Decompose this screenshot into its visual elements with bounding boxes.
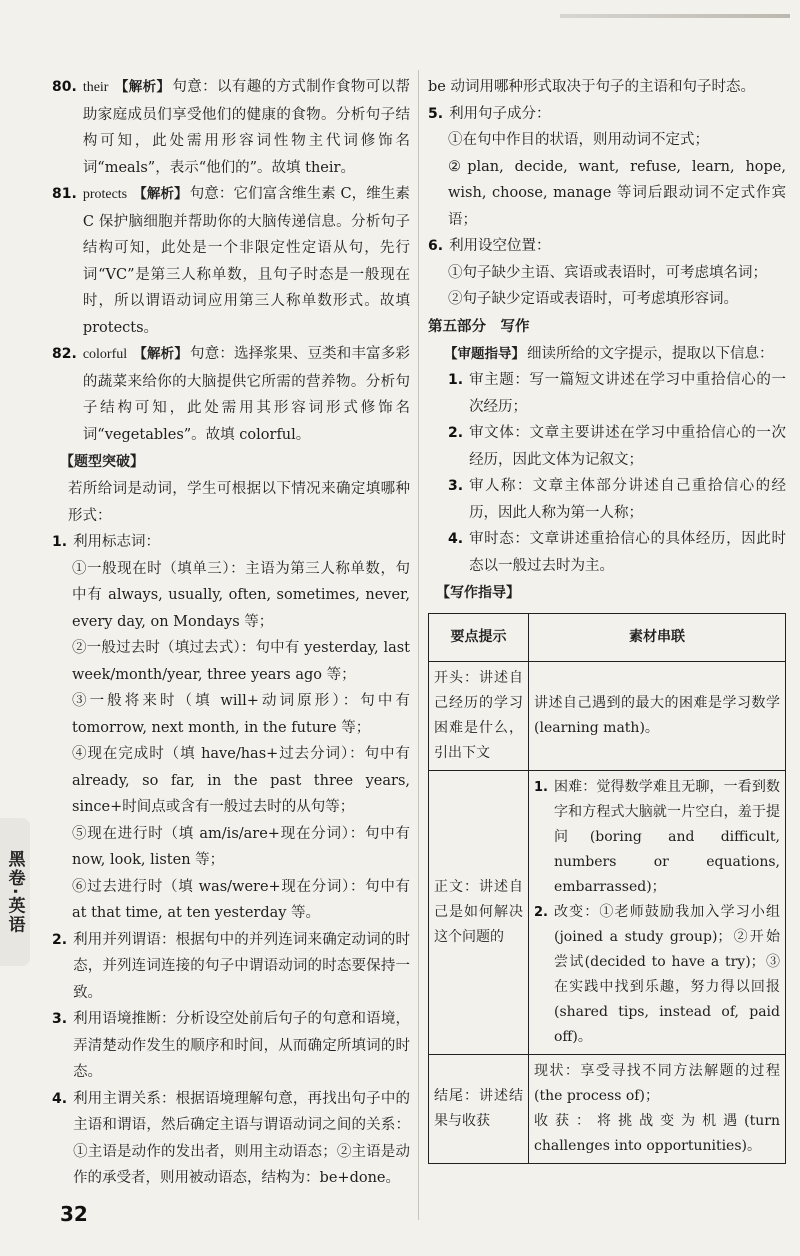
column-divider [418, 70, 419, 1220]
point-text: 利用并列谓语：根据句中的并列连词来确定动词的时态，并列连词连接的句子中谓语动词的时态要保持一致。 [73, 931, 410, 1001]
point-6-item: ①句子缺少主语、宾语或表语时，可考虑填名词； [448, 264, 767, 281]
material-text: 改变：①老师鼓励我加入学习小组(joined a study group)；②开始尝试(decided to have a try)；③在实践中找到乐趣，努力得以回报(shared tips, instead of, paid off)。 [553, 904, 780, 1045]
table-cell-key: 结尾：讲述结果与收获 [429, 1055, 529, 1164]
writing-guide-heading: 【写作指导】 [436, 585, 520, 601]
answer: colorful [82, 347, 128, 362]
answer: their [82, 80, 109, 95]
point-5-item: ①在句中作目的状语，则用动词不定式； [448, 132, 709, 148]
guide-list [428, 367, 786, 579]
question-82 [52, 341, 410, 448]
point-2 [52, 927, 410, 1007]
material-text: 困难：觉得数学难且无聊，一看到数字和方程式大脑就一片空白，羞于提问(boring and difficult, numbers or equations, embarrassed)； [553, 779, 780, 895]
table-cell-material: 讲述自己遇到的最大的困难是学习数学(learning math)。 [529, 662, 786, 771]
analysis-tag: 【解析】 [114, 79, 171, 95]
point-title: 利用标志词： [73, 534, 161, 550]
top-edge-bar [560, 14, 790, 18]
material-item [534, 775, 780, 900]
table-header-material: 素材串联 [529, 614, 786, 662]
point-number: 5. [428, 105, 444, 122]
table-row [429, 662, 786, 771]
side-tab [0, 818, 30, 966]
table-header-row [429, 614, 786, 662]
point-1-item: ④现在完成时（填 have/has+过去分词）：句中有 already, so far, in the past three years, since+时间点或含有一般过去时的从句等； [72, 746, 410, 815]
point-6 [428, 233, 786, 260]
table-cell-key: 开头：讲述自己经历的学习困难是什么，引出下文 [429, 662, 529, 771]
point-title: 利用设空位置： [449, 238, 551, 254]
point-5 [428, 101, 786, 128]
point-1-item: ⑤现在进行时（填 am/is/are+现在分词）：句中有 now, look, listen 等； [72, 825, 410, 868]
point-4 [52, 1086, 410, 1192]
writing-guide-table [428, 613, 786, 1164]
analysis-text: 句意：以有趣的方式制作食物可以帮助家庭成员们享受他们的健康的食物。分析句子结构可知，此处需用形容词性物主代词修饰名词“meals”，表示“他们的”。故填 their。 [82, 79, 411, 176]
point-text: 利用语境推断：分析设空处前后句子的句意和语境，弄清楚动作发生的顺序和时间，从而确定所填词的时态。 [73, 1011, 410, 1080]
guide-item [448, 526, 786, 579]
point-number: 1. [52, 534, 68, 550]
point-1-item: ⑥过去进行时（填 was/were+现在分词）：句中有 at that time, at ten yesterday 等。 [72, 878, 410, 921]
point-1-list [52, 556, 410, 927]
guide-number: 4. [448, 531, 464, 547]
point-6-list [428, 260, 786, 313]
material-line: 现状：享受寻找不同方法解题的过程(the process of)； [534, 1063, 780, 1104]
point-number: 6. [428, 238, 444, 254]
guide-intro: 细读所给的文字提示，提取以下信息： [527, 345, 774, 362]
point-3 [52, 1006, 410, 1086]
guide-intro-line [428, 341, 786, 368]
point-1-item: ①一般现在时（填单三）：主语为第三人称单数，句中有 always, usually, often, sometimes, never, every day, on Mondays 等； [72, 560, 410, 630]
material-number: 2. [534, 905, 548, 920]
question-body [83, 181, 410, 341]
page-number: 32 [60, 1202, 88, 1226]
material-item [534, 900, 780, 1050]
guide-text: 审主题：写一篇短文讲述在学习中重拾信心的一次经历； [469, 372, 786, 415]
guide-number: 3. [448, 478, 464, 494]
point-text: 利用主谓关系：根据语境理解句意，再找出句子中的主语和谓语，然后确定主语与谓语动词之间的关系：①主语是动作的发出者，则用主动语态；②主语是动作的承受者，则用被动语态，结构为：be+done。 [73, 1090, 410, 1186]
guide-text: 审时态：文章讲述重拾信心的具体经历，因此时态以一般过去时为主。 [469, 531, 786, 574]
guide-item [448, 473, 786, 526]
guide-number: 1. [448, 372, 464, 388]
guide-tag: 【审题指导】 [444, 345, 525, 362]
table-cell-material [529, 771, 786, 1055]
answer: protects [82, 187, 128, 202]
point-1 [52, 529, 410, 556]
question-number: 80. [52, 79, 77, 95]
material-number: 1. [534, 780, 548, 795]
part-five-title: 第五部分 写作 [428, 318, 530, 335]
analysis-text: 句意：选择浆果、豆类和丰富多彩的蔬菜来给你的大脑提供它所需的营养物。分析句子结构可知，此处需用其形容词形式修饰名词“vegetables”。故填 colorful。 [82, 346, 411, 443]
side-tab-label: 黑卷·英语 [4, 849, 25, 935]
question-81 [52, 181, 410, 341]
point-6-item: ②句子缺少定语或表语时，可考虑填形容词。 [448, 291, 738, 307]
point-4-continuation: be 动词用哪种形式取决于句子的主语和句子时态。 [428, 79, 755, 95]
question-number: 82. [52, 346, 77, 362]
point-number: 4. [52, 1090, 68, 1107]
question-80 [52, 74, 410, 181]
point-5-list [428, 127, 786, 233]
table-cell-material [529, 1055, 786, 1164]
point-1-item: ③一般将来时（填 will+动词原形）：句中有 tomorrow, next month, in the future 等； [72, 693, 410, 736]
question-body [83, 74, 410, 181]
question-number: 81. [52, 186, 77, 202]
table-row [429, 771, 786, 1055]
breakthrough-intro: 若所给词是动词，学生可根据以下情况来确定填哪种形式： [68, 481, 410, 524]
analysis-tag: 【解析】 [133, 186, 188, 202]
guide-item [448, 420, 786, 473]
material-line: 收获：将挑战变为机遇(turn challenges into opportunities)。 [534, 1113, 780, 1154]
question-body [83, 341, 410, 448]
table-header-key: 要点提示 [429, 614, 529, 662]
guide-item [448, 367, 786, 420]
point-number: 3. [52, 1011, 68, 1027]
point-5-item: ②plan, decide, want, refuse, learn, hope, wish, choose, manage 等词后跟动词不定式作宾语； [448, 158, 786, 228]
guide-text: 审人称：文章主体部分讲述自己重拾信心的经历，因此人称为第一人称； [469, 478, 786, 521]
table-cell-key: 正文：讲述自己是如何解决这个问题的 [429, 771, 529, 1055]
analysis-text: 句意：它们富含维生素 C，维生素 C 保护脑细胞并帮助你的大脑传递信息。分析句子结构可知，此处是一个非限定性定语从句，先行词“VC”是第三人称单数，且句子时态是一般现在时，所以谓语动词应用第三人称单数形式。故填 protects。 [82, 186, 411, 336]
point-title: 利用句子成分： [449, 105, 551, 122]
table-row [429, 1055, 786, 1164]
right-column [428, 74, 786, 1164]
guide-text: 审文体：文章主要讲述在学习中重拾信心的一次经历，因此文体为记叙文； [469, 425, 786, 468]
point-1-item: ②一般过去时（填过去式）：句中有 yesterday, last week/month/year, three years ago 等； [72, 640, 410, 683]
point-number: 2. [52, 931, 68, 948]
analysis-tag: 【解析】 [133, 346, 189, 362]
guide-number: 2. [448, 425, 464, 441]
breakthrough-heading: 【题型突破】 [60, 454, 144, 470]
left-column [52, 74, 410, 1192]
